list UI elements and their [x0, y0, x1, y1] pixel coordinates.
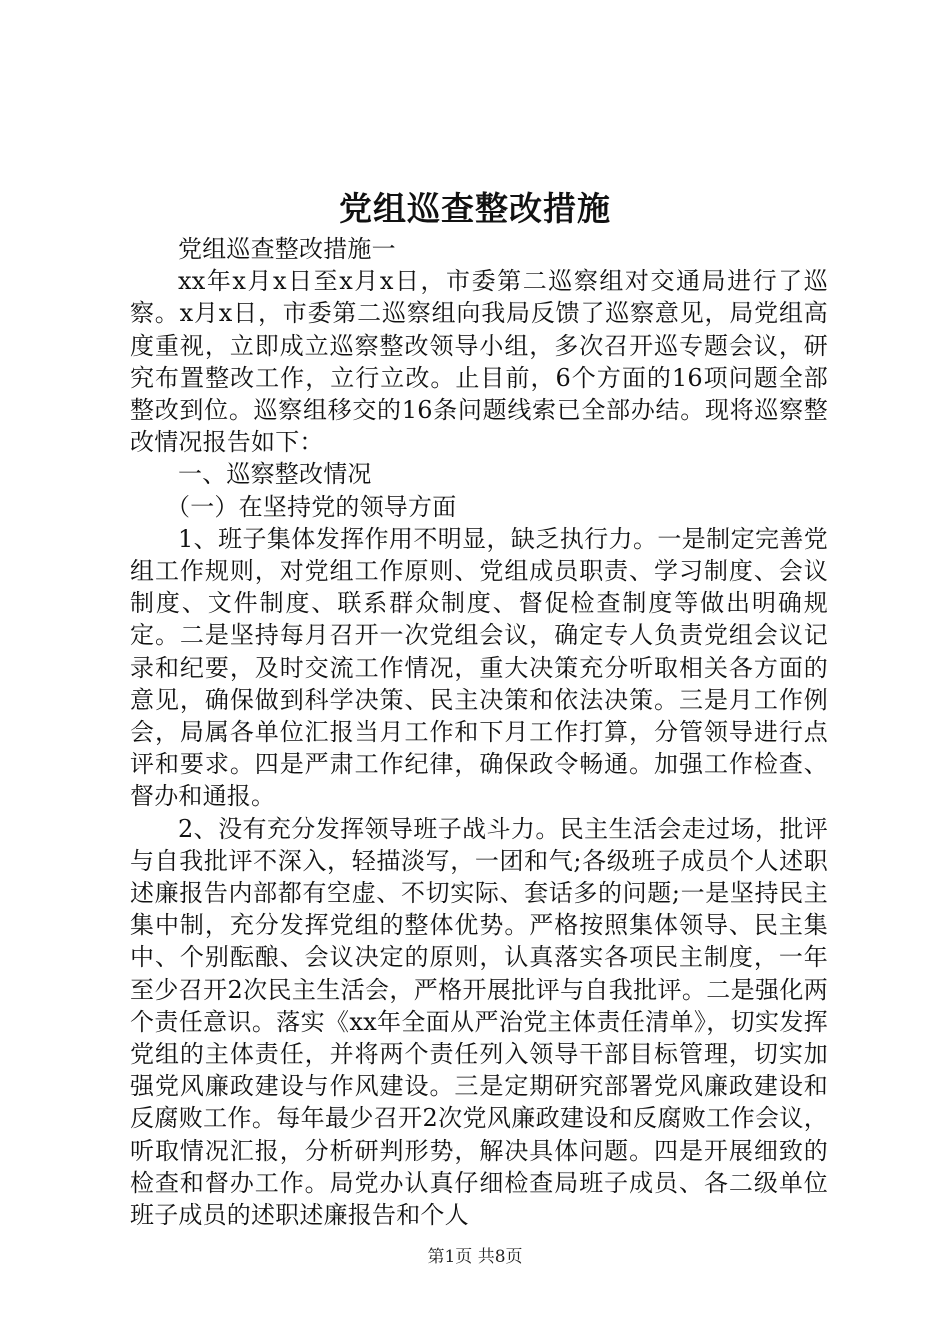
- paragraph-subtitle: 党组巡查整改措施一: [178, 235, 396, 263]
- subsection-heading: （一）在坚持党的领导方面: [166, 492, 457, 521]
- paragraph-intro: xx年x月x日至x月x日，市委第二巡察组对交通局进行了巡察。x月x日，市委第二巡察组向我局反馈了巡察意见，局党组高度重视，立即成立巡察整改领导小组，多次召开巡专题会议，研究布置整改工作，立行立改。止目前，6个方面的16项问题全部整改到位。巡察组移交的16条问题线索已全部办结。现将巡察整改情况报告如下：: [130, 267, 828, 457]
- document-title: 党组巡查整改措施: [339, 189, 611, 228]
- paragraph-item-1: 1、班子集体发挥作用不明显，缺乏执行力。一是制定完善党组工作规则，对党组工作原则、党组成员职责、学习制度、会议制度、文件制度、联系群众制度、督促检查制度等做出明确规定。二是坚持每月召开一次党组会议，确定专人负责党组会议记录和纪要，及时交流工作情况，重大决策充分听取相关各方面的意见，确保做到科学决策、民主决策和依法决策。三是月工作例会，局属各单位汇报当月工作和下月工作打算，分管领导进行点评和要求。四是严肃工作纪律，确保政令畅通。加强工作检查、督办和通报。: [130, 524, 828, 811]
- document-body: [130, 233, 828, 1231]
- paragraph-item-2: 2、没有充分发挥领导班子战斗力。民主生活会走过场，批评与自我批评不深入，轻描淡写，一团和气;各级班子成员个人述职述廉报告内部都有空虚、不切实际、套话多的问题;一是坚持民主集中制，充分发挥党组的整体优势。严格按照集体领导、民主集中、个别酝酿、会议决定的原则，认真落实各项民主制度，一年至少召开2次民主生活会，严格开展批评与自我批评。二是强化两个责任意识。落实《xx年全面从严治党主体责任清单》，切实发挥党组的主体责任，并将两个责任列入领导干部目标管理，切实加强党风廉政建设与作风建设。三是定期研究部署党风廉政建设和反腐败工作。每年最少召开2次党风廉政建设和反腐败工作会议，听取情况汇报，分析研判形势，解决具体问题。四是开展细致的检查和督办工作。局党办认真仔细检查局班子成员、各二级单位班子成员的述职述廉报告和个人: [130, 814, 828, 1230]
- section-heading: 一、巡察整改情况: [178, 460, 372, 489]
- page-footer: 第1页 共8页: [427, 1247, 523, 1267]
